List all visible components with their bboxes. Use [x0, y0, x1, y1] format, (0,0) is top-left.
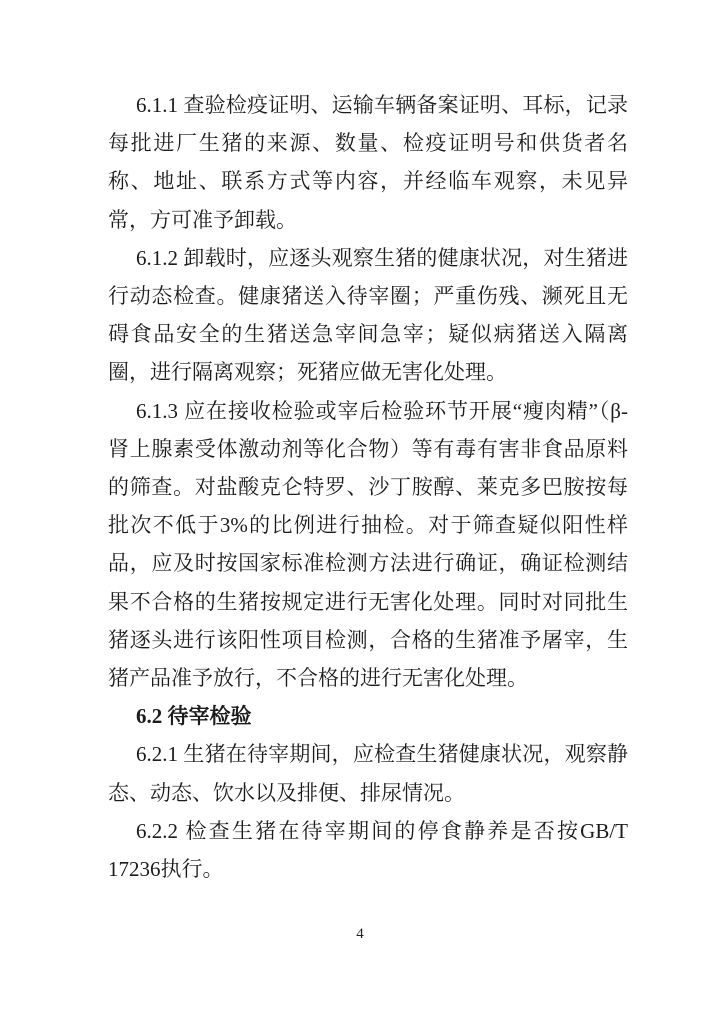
section-heading-6-2: 6.2 待宰检验	[136, 704, 252, 729]
page-number: 4	[356, 926, 364, 942]
paragraph-6-1-1: 6.1.1 查验检疫证明、运输车辆备案证明、耳标，记录每批进厂生猪的来源、数量、检疫证明号和供货者名称、地址、联系方式等内容，并经临车观察，未见异常，方可准予卸载。	[108, 93, 628, 232]
paragraph-6-1-3: 6.1.3 应在接收检验或宰后检验环节开展“瘦肉精”（β-肾上腺素受体激动剂等化合物）等有毒有害非食品原料的筛查。对盐酸克仑特罗、沙丁胺醇、莱克多巴胺按每批次不低于3%的比例进行抽检。对于筛查疑似阳性样品，应及时按国家标准检测方法进行确证，确证检测结果不合格的生猪按规定进行无害化处理。同时对同批生猪逐头进行该阳性项目检测，合格的生猪准予屠宰，生猪产品准予放行，不合格的进行无害化处理。	[108, 398, 628, 691]
paragraph-6-1-2: 6.1.2 卸载时，应逐头观察生猪的健康状况，对生猪进行动态检查。健康猪送入待宰圈；严重伤残、濒死且无碍食品安全的生猪送急宰间急宰；疑似病猪送入隔离圈，进行隔离观察；死猪应做无害化处理。	[108, 245, 628, 385]
document-body	[108, 86, 628, 888]
paragraph-6-2-1: 6.2.1 生猪在待宰期间，应检查生猪健康状况，观察静态、动态、饮水以及排便、排尿情况。	[108, 742, 628, 805]
paragraph-6-2-2: 6.2.2 检查生猪在待宰期间的停食静养是否按GB/T 17236执行。	[108, 818, 628, 882]
